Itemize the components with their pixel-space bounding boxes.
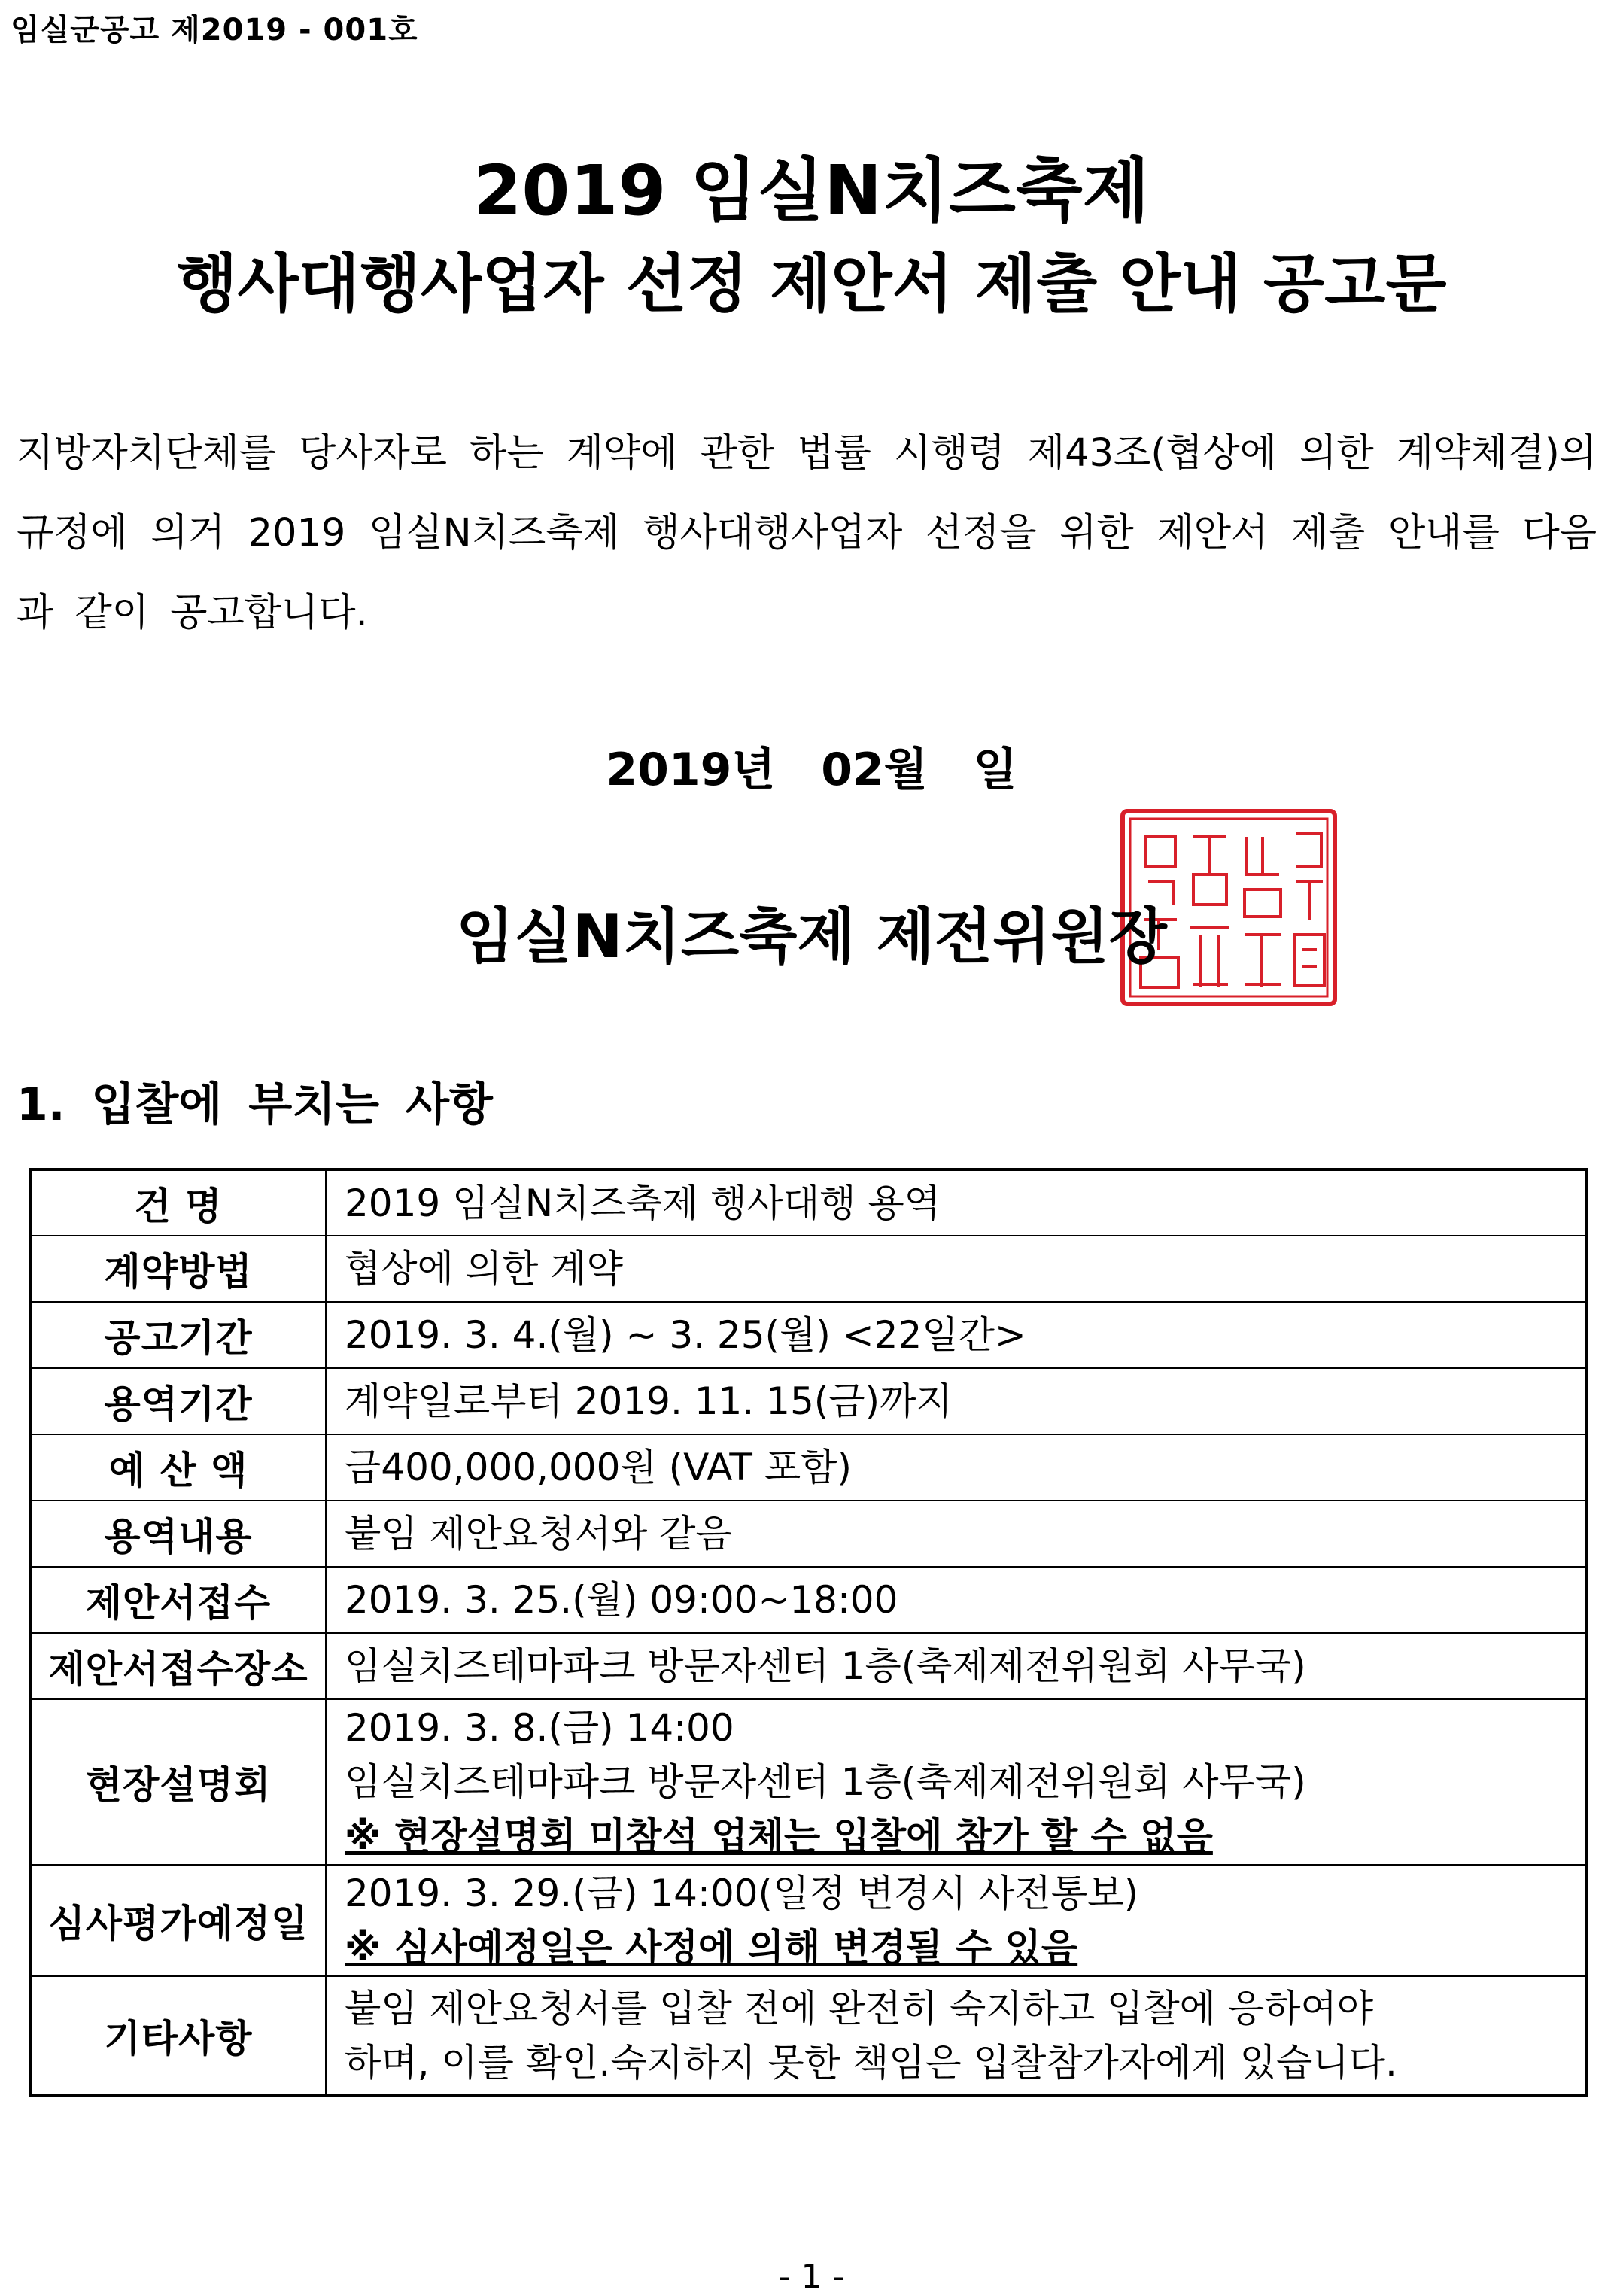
row-label: 용역내용	[30, 1501, 326, 1567]
row-label: 현장설명회	[30, 1699, 326, 1865]
row-label: 제안서접수	[30, 1567, 326, 1633]
row-value-line: 2019. 3. 4.(월) ~ 3. 25(월) <22일간>	[345, 1313, 1026, 1357]
row-value-line: 붙임 제안요청서를 입찰 전에 완전히 숙지하고 입찰에 응하여야	[345, 1986, 1374, 2030]
table-row	[30, 1434, 1586, 1501]
table-row	[30, 1865, 1586, 1976]
row-warning: ※ 심사예정일은 사정에 의해 변경될 수 있음	[345, 1926, 1078, 1969]
row-label: 계약방법	[30, 1236, 326, 1302]
table-row	[30, 1368, 1586, 1434]
issuer-name: 임실N치즈축제 제전위원장	[456, 902, 1167, 972]
row-label: 용역기간	[30, 1368, 326, 1434]
row-value-line: 하며, 이를 확인.숙지하지 못한 책임은 입찰참가자에게 있습니다.	[345, 2040, 1397, 2085]
row-value-line: 2019 임실N치즈축제 행사대행 용역	[345, 1181, 941, 1225]
row-value	[326, 1865, 1586, 1976]
row-value	[326, 1501, 1586, 1567]
row-warning: ※ 현장설명회 미참석 업체는 입찰에 참가 할 수 없음	[345, 1814, 1213, 1858]
announcement-date: 2019년 02월 일	[606, 744, 1017, 796]
row-label: 심사평가예정일	[30, 1865, 326, 1976]
row-label: 예 산 액	[30, 1434, 326, 1501]
row-value	[326, 1976, 1586, 2095]
bid-info-table	[29, 1168, 1588, 2097]
table-row	[30, 1169, 1586, 1236]
intro-paragraph: 지방자치단체를 당사자로 하는 계약에 관한 법률 시행령 제43조(협상에 의한 계약체결)의 규정에 의거 2019 임실N치즈축제 행사대행사업자 선정을 위한 제안서 제출 안내를 다음과 같이 공고합니다.	[17, 431, 1597, 635]
table-row	[30, 1501, 1586, 1567]
row-label: 제안서접수장소	[30, 1633, 326, 1699]
row-value-line: 붙임 제안요청서와 같음	[345, 1512, 732, 1556]
row-value-line: 금400,000,000원 (VAT 포함)	[345, 1446, 852, 1489]
row-value	[326, 1368, 1586, 1434]
row-value	[326, 1633, 1586, 1699]
table-row	[30, 1699, 1586, 1865]
table-row	[30, 1236, 1586, 1302]
row-value-line: 2019. 3. 29.(금) 14:00(일정 변경시 사전통보)	[345, 1872, 1138, 1915]
row-value	[326, 1169, 1586, 1236]
row-label: 기타사항	[30, 1976, 326, 2095]
table-row	[30, 1976, 1586, 2095]
document-title-line1: 2019 임실N치즈축제	[473, 151, 1150, 231]
row-value	[326, 1236, 1586, 1302]
section-heading: 1. 입찰에 부치는 사항	[17, 1078, 493, 1131]
row-value-line: 협상에 의한 계약	[345, 1247, 623, 1291]
row-value	[326, 1434, 1586, 1501]
row-value	[326, 1567, 1586, 1633]
notice-number: 임실군공고 제2019 - 001호	[11, 13, 418, 47]
table-row	[30, 1302, 1586, 1368]
row-value-line: 2019. 3. 25.(월) 09:00~18:00	[345, 1578, 898, 1622]
row-value-line: 계약일로부터 2019. 11. 15(금)까지	[345, 1379, 953, 1423]
row-label: 공고기간	[30, 1302, 326, 1368]
table-row	[30, 1567, 1586, 1633]
page-number: - 1 -	[778, 2258, 845, 2296]
document-title-line2: 행사대행사업자 선정 제안서 제출 안내 공고문	[176, 247, 1447, 321]
row-value-line: 임실치즈테마파크 방문자센터 1층(축제제전위원회 사무국)	[345, 1760, 1306, 1804]
row-value	[326, 1302, 1586, 1368]
row-value	[326, 1699, 1586, 1865]
row-value-line: 2019. 3. 8.(금) 14:00	[345, 1706, 734, 1750]
row-value-line: 임실치즈테마파크 방문자센터 1층(축제제전위원회 사무국)	[345, 1644, 1306, 1688]
row-label: 건 명	[30, 1169, 326, 1236]
table-row	[30, 1633, 1586, 1699]
